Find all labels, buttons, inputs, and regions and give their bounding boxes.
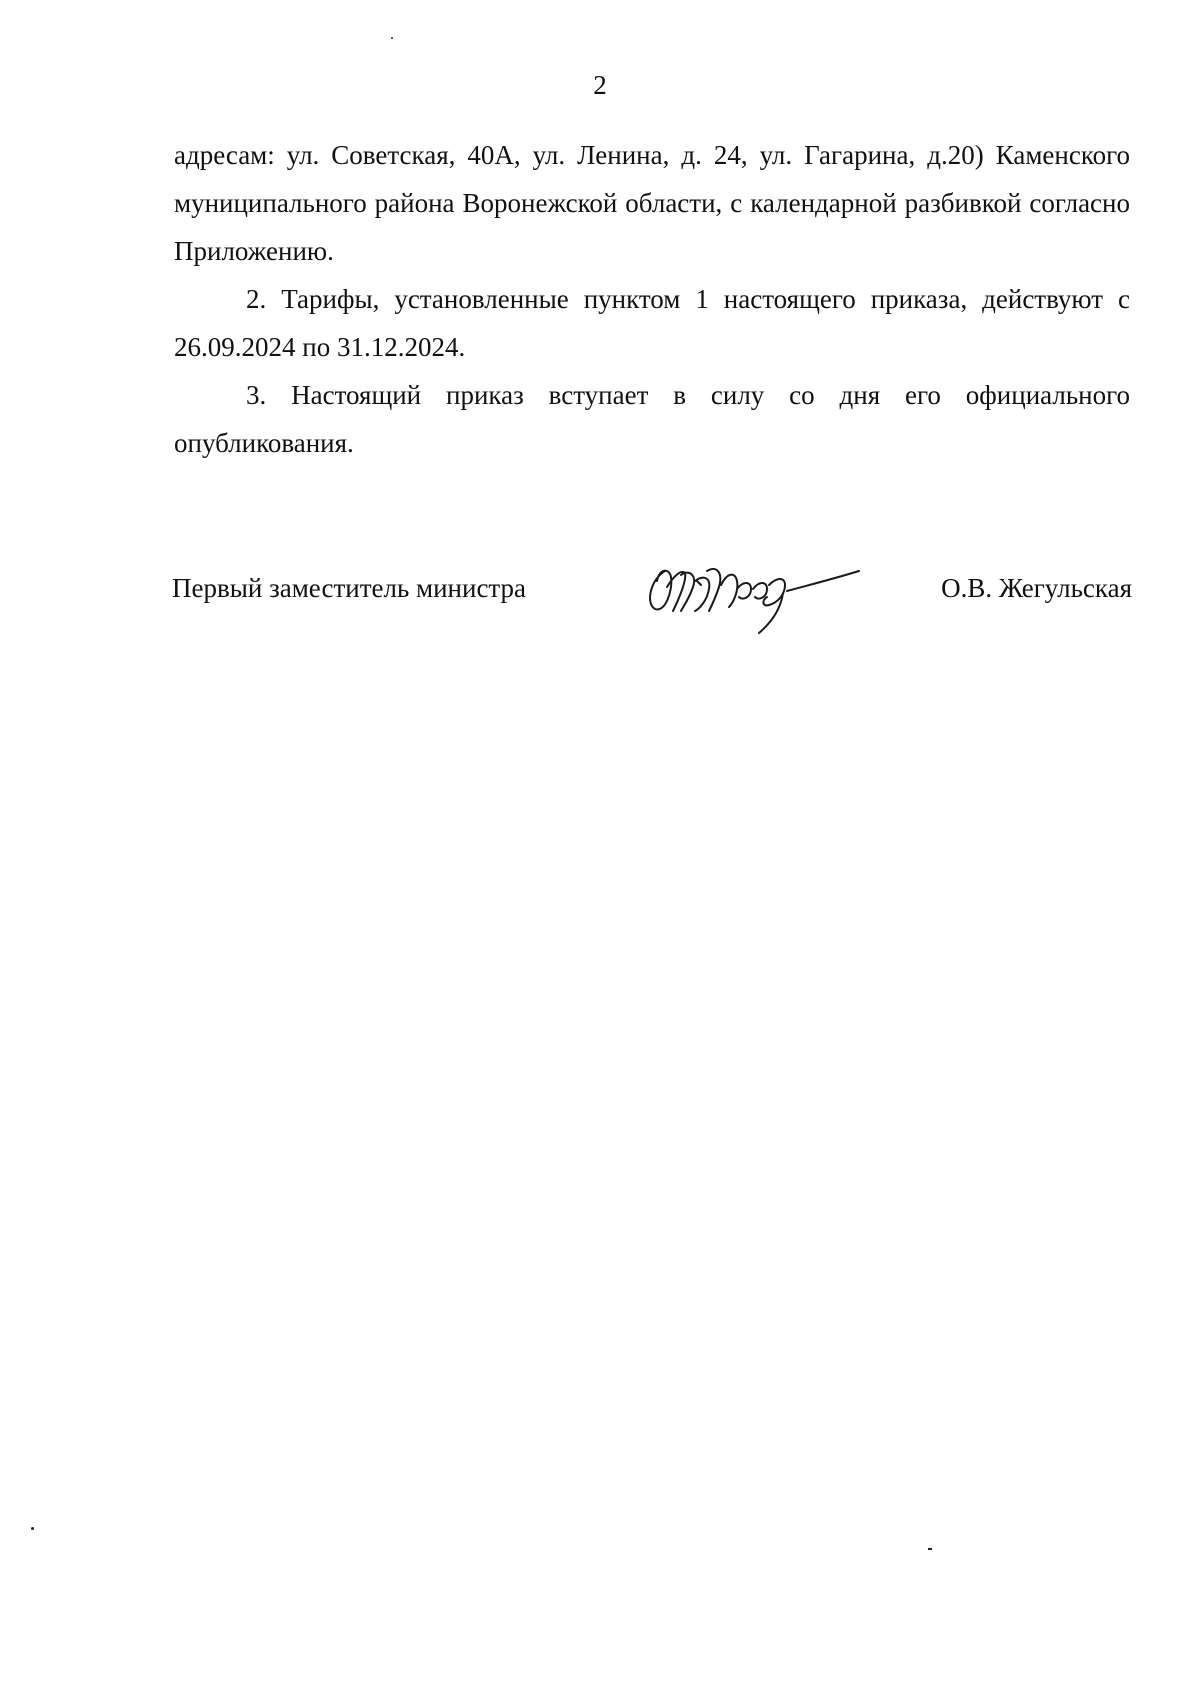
scan-speck xyxy=(391,37,393,39)
handwritten-signature xyxy=(637,551,867,636)
paragraph-effective-date: 3. Настоящий приказ вступает в силу со дня его официального опубликования. xyxy=(174,380,1130,458)
scan-speck xyxy=(928,1548,932,1550)
document-body xyxy=(174,131,1130,467)
page-number: 2 xyxy=(593,70,607,100)
scan-speck xyxy=(31,1527,34,1530)
paragraph-tariff-period: 2. Тарифы, установленные пунктом 1 настоящего приказа, действуют с 26.09.2024 по 31.12.2024. xyxy=(174,284,1130,362)
signature-block xyxy=(172,563,1132,643)
signatory-position: Первый заместитель министра xyxy=(172,573,527,603)
paragraph-continuation: адресам: ул. Советская, 40А, ул. Ленина, д. 24, ул. Гагарина, д.20) Каменского муниципального района Воронежской области, с календарной разбивкой согласно Приложению. xyxy=(174,140,1130,266)
signatory-name: О.В. Жегульская xyxy=(941,573,1132,603)
